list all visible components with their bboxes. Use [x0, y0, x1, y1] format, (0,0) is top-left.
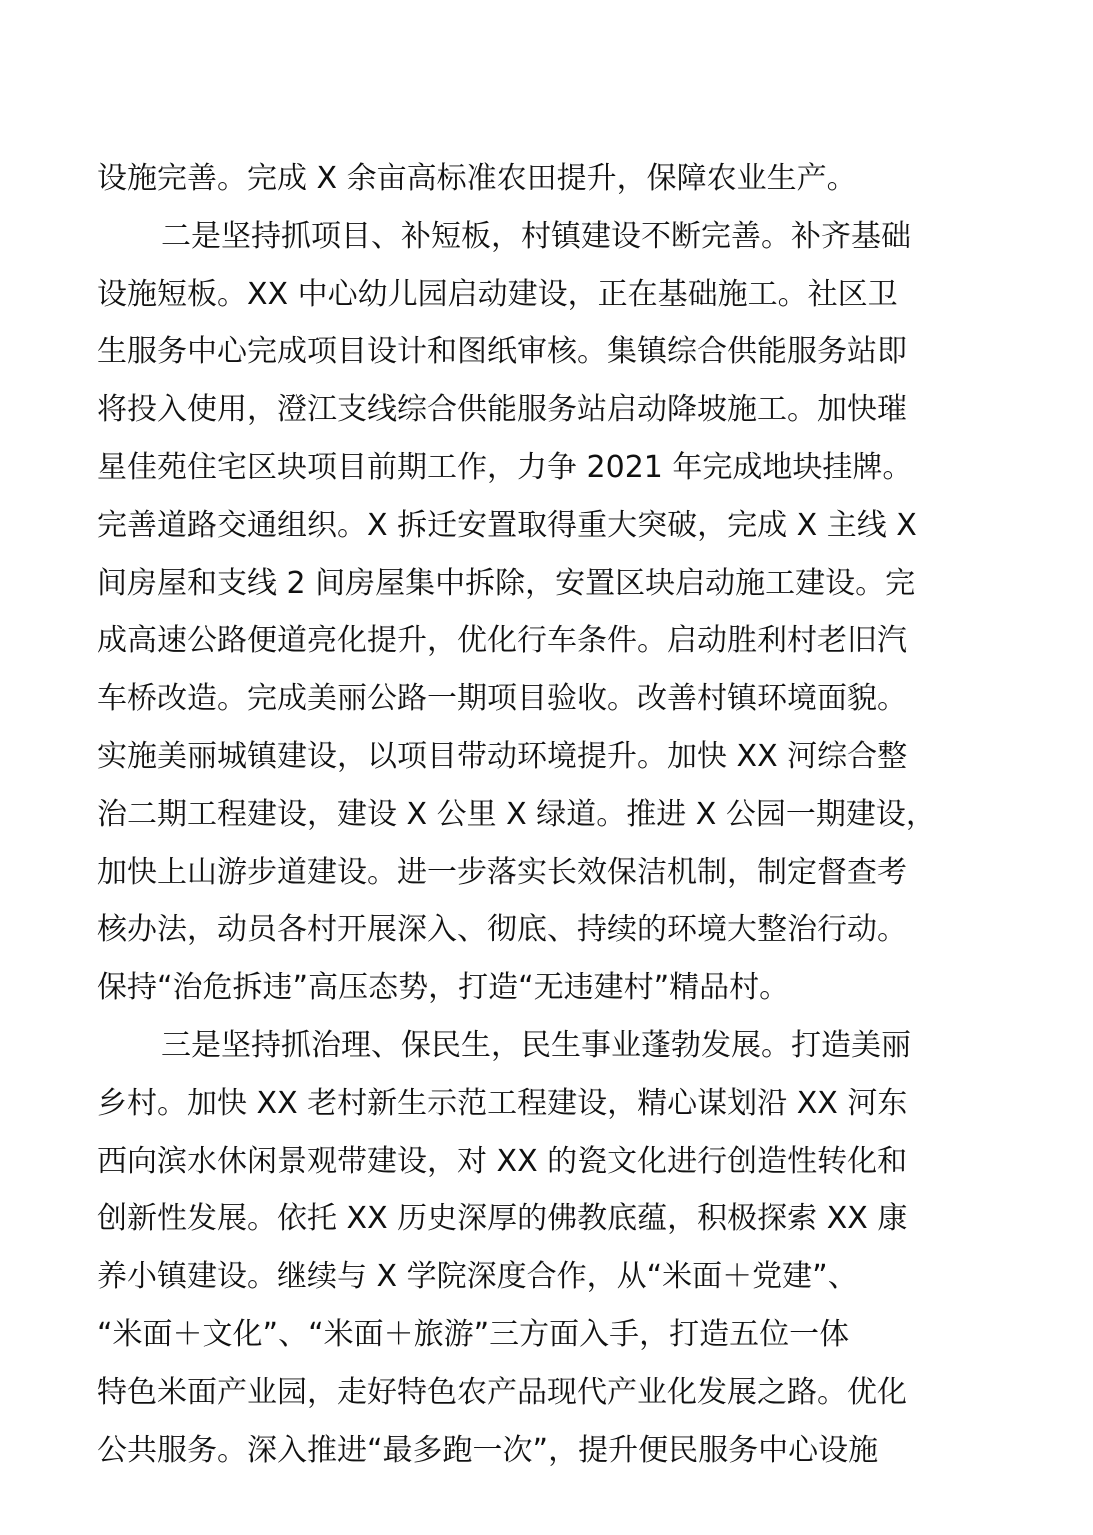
text-line: 养小镇建设。继续与 X 学院深度合作，从“米面＋党建”、	[97, 1259, 858, 1295]
body-text	[97, 150, 1032, 1479]
text-line: 乡村。加快 XX 老村新生示范工程建设，精心谋划沿 XX 河东	[97, 1085, 908, 1121]
text-line: 车桥改造。完成美丽公路一期项目验收。改善村镇环境面貌。	[97, 681, 907, 717]
text-line: 星佳苑住宅区块项目前期工作，力争 2021 年完成地块挂牌。	[97, 449, 913, 485]
text-line: “米面＋文化”、“米面＋旅游”三方面入手，打造五位一体	[97, 1316, 850, 1352]
text-line: 完善道路交通组织。X 拆迁安置取得重大突破，完成 X 主线 X	[97, 507, 917, 543]
text-line: 保持“治危拆违”高压态势，打造“无违建村”精品村。	[97, 970, 790, 1006]
text-line: 间房屋和支线 2 间房屋集中拆除，安置区块启动施工建设。完	[97, 565, 916, 601]
text-line: 设施短板。XX 中心幼儿园启动建设，正在基础施工。社区卫	[97, 276, 898, 312]
text-line-paragraph-start: 三是坚持抓治理、保民生，民生事业蓬勃发展。打造美丽	[161, 1027, 911, 1063]
text-line: 加快上山游步道建设。进一步落实长效保洁机制，制定督查考	[97, 854, 907, 890]
text-line: 设施完善。完成 X 余亩高标准农田提升，保障农业生产。	[97, 161, 857, 196]
text-line: 治二期工程建设，建设 X 公里 X 绿道。推进 X 公园一期建设，	[97, 796, 936, 832]
text-line: 公共服务。深入推进“最多跑一次”，提升便民服务中心设施	[97, 1432, 879, 1468]
text-line: 成高速公路便道亮化提升，优化行车条件。启动胜利村老旧汽	[97, 623, 907, 659]
text-line: 实施美丽城镇建设，以项目带动环境提升。加快 XX 河综合整	[97, 738, 908, 774]
text-line: 生服务中心完成项目设计和图纸审核。集镇综合供能服务站即	[97, 334, 907, 370]
text-line: 西向滨水休闲景观带建设，对 XX 的瓷文化进行创造性转化和	[97, 1143, 908, 1179]
text-line: 特色米面产业园，走好特色农产品现代产业化发展之路。优化	[97, 1374, 907, 1410]
text-line: 核办法，动员各村开展深入、彻底、持续的环境大整治行动。	[97, 912, 907, 948]
text-line: 将投入使用，澄江支线综合供能服务站启动降坡施工。加快璀	[97, 392, 907, 428]
text-line-paragraph-start: 二是坚持抓项目、补短板，村镇建设不断完善。补齐基础	[161, 218, 911, 254]
text-line: 创新性发展。依托 XX 历史深厚的佛教底蕴，积极探索 XX 康	[97, 1201, 908, 1237]
